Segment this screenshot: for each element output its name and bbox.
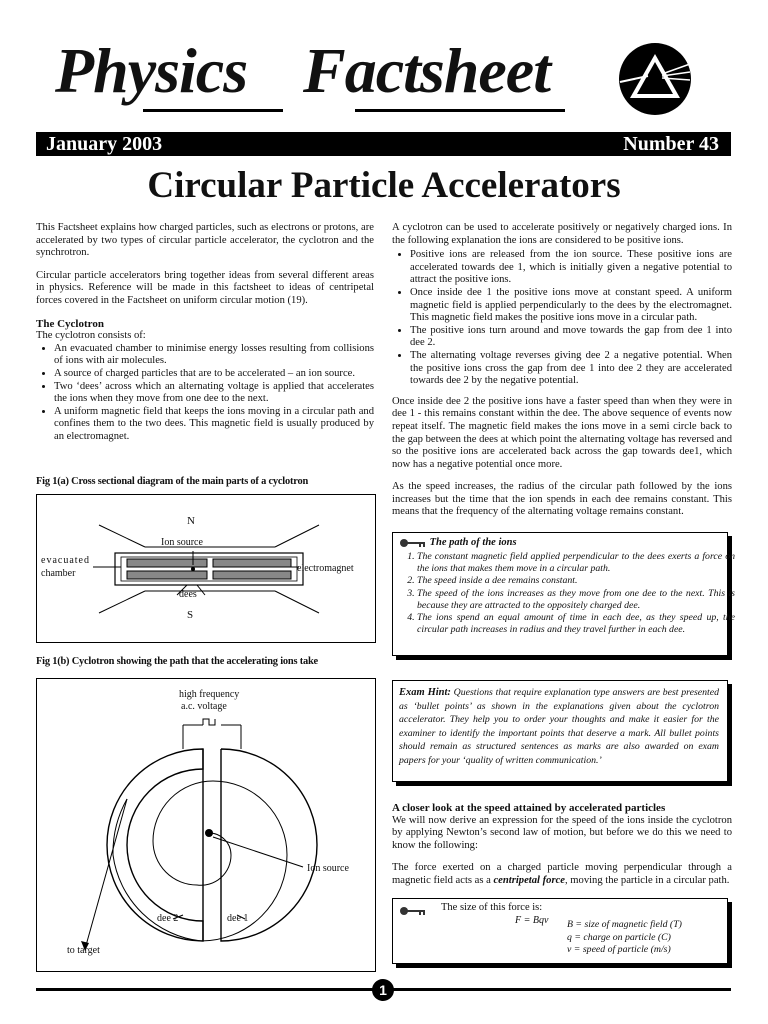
exam-hint-box [392,680,728,782]
exam-hint-text: Questions that require explanation type answers are best presented as ‘bullet points’ as shown in the explanations given about the cyclotron accelerator. They help you to order your thoughts and make it easier for the examiner to identify the important points that deserve a mark. All bullet points should remain as structured sentences as marks are also awarded on exam papers for your ‘quality of written communication.’ [399,687,719,766]
speed-heading: A closer look at the speed attained by accelerated particles [392,802,666,814]
page-title: Circular Particle Accelerators [147,165,621,206]
south-label: S [187,609,194,621]
definition-b: B = size of magnetic field (T) [567,919,682,930]
force-text-em: centripetal force [493,874,565,886]
force-size-title: The size of this force is: [441,902,543,913]
key-icon [399,538,427,548]
list-item: 2. The speed inside a dee remains constant. [417,575,735,587]
list-item: • Two ‘dees’ across which an alternating voltage is applied that accelerates the ions when they move from one dee to the next. [54,381,374,406]
list-item: 1. The constant magnetic field applied perpendicular to the dees exerts a force on the ions that makes them move in a circular path. [417,551,735,575]
intro-paragraph-2: Circular particle accelerators bring together ideas from several different areas in physics. Reference will be made in this factsheet to ideas of centripetal forces covered in the Factsheet on uniform circular motion (19). [36,269,374,306]
fig1b-svg [37,679,375,971]
list-item: • The alternating voltage reverses giving dee 2 a negative potential. When the positive ions cross the gap from dee 1 into dee 2 they are accelerated towards dee 2 by the negative potential. [410,350,732,388]
force-formula: F = Bqv [515,915,549,926]
fig1a-caption: Fig 1(a) Cross sectional diagram of the main parts of a cyclotron [36,476,309,487]
list-item: 3. The speed of the ions increases as they move from one dee to the next. This is because they are attracted to the oppositely charged dee. [417,588,735,612]
definition-q: q = charge on particle (C) [567,931,671,943]
cyclotron-list [36,343,374,444]
intro-paragraph: This Factsheet explains how charged particles, such as electrons or protons, are accelerated by two types of circular particle accelerator, the cyclotron and the synchrotron. [36,222,374,259]
speed-paragraph: We will now derive an expression for the speed of the ions inside the cyclotron by applying Newton’s second law of motion, but before we do this we need to know the following: [392,814,732,851]
target-label: to target [67,945,100,956]
force-definitions [567,919,682,957]
ac-voltage-label: a.c. voltage [181,701,227,712]
masthead-physics: Physics [55,35,248,106]
right-column [392,222,732,529]
evacuated-label: evacuated [41,555,90,566]
force-size-box [392,898,728,964]
exam-hint-body [399,686,719,767]
path-box-header [399,537,517,548]
fig1b-diagram [36,678,376,972]
speed-section [392,802,732,898]
issue-date: January 2003 [46,133,163,155]
masthead [55,34,615,124]
list-item: 4. The ions spend an equal amount of time in each dee, as they speed up, the circular path increases in radius and they travel further in each dee. [417,612,735,636]
ion-source-label-b: Ion source [307,863,349,874]
right-intro: A cyclotron can be used to accelerate positively or negatively charged ions. In the following explanation the ions are considered to be positive ions. [392,222,732,246]
header-bar [36,132,731,156]
path-box [392,532,735,656]
left-column [36,222,374,454]
fig1b-caption: Fig 1(b) Cyclotron showing the path that the accelerating ions take [36,656,318,667]
page-number: 1 [372,979,394,1001]
paragraph-speed: As the speed increases, the radius of the circular path followed by the ions increases but the time that the ion spends in each dee remains constant. This means that the frequency of the alternating voltage remains constant. [392,481,732,518]
list-item: • An evacuated chamber to minimise energy losses resulting from collisions of ions with air molecules. [54,343,374,368]
force-text-post: , moving the particle in a circular path. [564,874,730,886]
list-item: • Once inside dee 1 the positive ions move at constant speed. A uniform magnetic field is applied perpendicularly to the dees by the electromagnet. This magnetic field makes the positive ions move in a circular path. [410,287,732,325]
dee1-label: dee 1 [227,913,249,924]
issue-number: Number 43 [623,133,719,155]
hf-label: high frequency [179,689,240,700]
path-box-list [397,551,735,636]
north-label: N [187,515,195,527]
exam-hint-label: Exam Hint: [399,687,451,698]
key-icon [399,906,427,916]
dee2-label: dee 2 [157,913,179,924]
prism-logo-icon [618,42,692,116]
electromagnet-label: electromagnet [297,563,354,574]
list-item: • A source of charged particles that are to be accelerated – an ion source. [54,368,374,381]
masthead-underline-2 [355,109,565,112]
fig1a-diagram [36,494,376,643]
list-item: • The positive ions turn around and move towards the gap from dee 1 into dee 2. [410,325,732,350]
ion-source-label: Ion source [161,537,203,548]
force-text-pre: The force exerted on a charged particle moving perpendicular through a magnetic field acts as a [392,862,732,886]
definition-v: v = speed of particle (m/s) [567,944,671,955]
paragraph-dee2: Once inside dee 2 the positive ions have a faster speed than when they were in dee 1 - this remains constant within the dee. The above sequence of events now repeat itself. The magnetic field makes the ions move in a semi circle back to the gap between the dees at which point the alternating voltage has reversed and so the positive ions are accelerated back across the gap towards dee1, which now has a negative potential once more. [392,395,732,470]
sequence-list [392,249,732,388]
list-item: • Positive ions are released from the ion source. These positive ions are accelerated towards dee 1, which is initially given a negative potential to attract the positive ions. [410,249,732,287]
cyclotron-lead: The cyclotron consists of: [36,330,146,342]
masthead-underline [143,109,283,112]
path-box-title: The path of the ions [429,537,517,548]
chamber-label: chamber [41,568,76,579]
masthead-factsheet: Factsheet [303,35,550,106]
dees-label: dees [179,589,197,600]
force-paragraph [392,862,732,887]
cyclotron-heading: The Cyclotron [36,317,104,330]
list-item: • A uniform magnetic field that keeps the ions moving in a circular path and confines them to the two dees. This magnetic field is usually produced by an electromagnet. [54,406,374,444]
